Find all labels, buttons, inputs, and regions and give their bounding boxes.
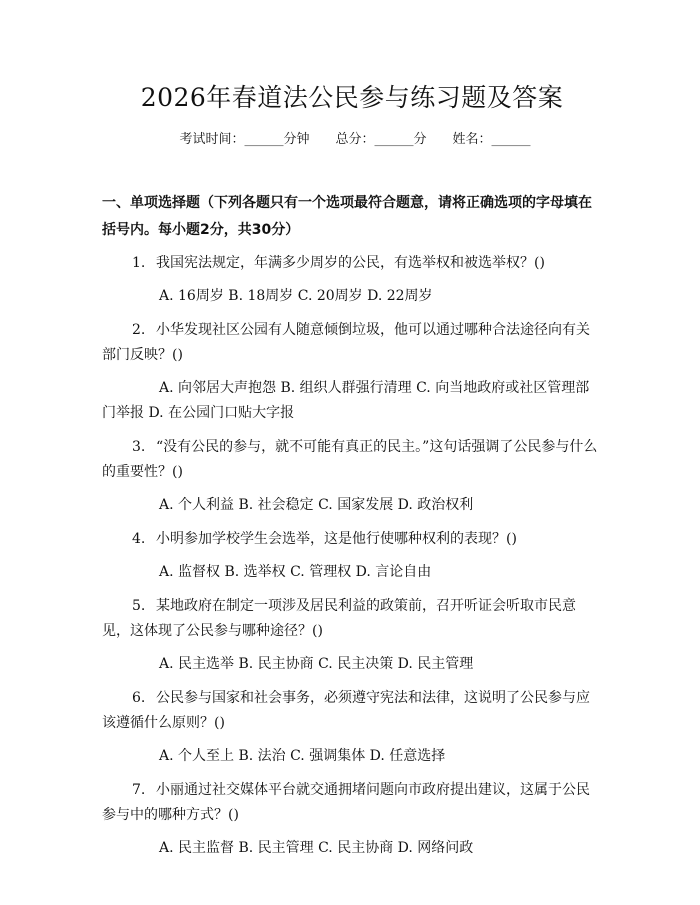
exam-meta: [102, 130, 602, 150]
question-3: [102, 435, 602, 485]
question-number: 6.: [132, 690, 146, 706]
question-2: [102, 318, 602, 368]
question-number: 4.: [132, 531, 146, 547]
question-text: 小华发现社区公园有人随意倾倒垃圾，他可以通过哪种合法途径向有关部门反映？(): [102, 322, 590, 363]
page-title: 2026年春道法公民参与练习题及答案: [140, 83, 564, 112]
question-list: [102, 251, 602, 861]
question-text: 公民参与国家和社会事务，必须遵守宪法和法律，这说明了公民参与应该遵循什么原则？(): [102, 690, 590, 731]
question-4-options: A. 监督权 B. 选举权 C. 管理权 D. 言论自由: [159, 564, 432, 580]
question-7-options: A. 民主监督 B. 民主管理 C. 民主协商 D. 网络问政: [159, 840, 474, 856]
question-3-options: A. 个人利益 B. 社会稳定 C. 国家发展 D. 政治权利: [159, 497, 474, 513]
question-text: 某地政府在制定一项涉及居民利益的政策前，召开听证会听取市民意见，这体现了公民参与哪种途径？(): [102, 598, 576, 639]
question-text: 我国宪法规定，年满多少周岁的公民，有选举权和被选举权？(): [156, 255, 545, 271]
question-number: 3.: [132, 439, 146, 455]
question-4: [102, 527, 602, 552]
question-6-options: A. 个人至上 B. 法治 C. 强调集体 D. 任意选择: [159, 748, 446, 764]
question-7: [102, 778, 602, 828]
student-name: 姓名：______: [452, 132, 531, 147]
question-number: 2.: [132, 322, 146, 338]
question-number: 7.: [132, 782, 146, 798]
question-2-options: A. 向邻居大声抱怨 B. 组织人群强行清理 C. 向当地政府或社区管理部门举报 D. 在公园门口贴大字报: [102, 380, 590, 421]
question-6: [102, 686, 602, 736]
question-5-options: A. 民主选举 B. 民主协商 C. 民主决策 D. 民主管理: [159, 656, 474, 672]
question-number: 1.: [132, 255, 146, 271]
question-1-options: A. 16周岁 B. 18周岁 C. 20周岁 D. 22周岁: [159, 288, 433, 304]
exam-time: 考试时间：______分钟: [179, 132, 310, 147]
question-text: “没有公民的参与，就不可能有真正的民主。”这句话强调了公民参与什么的重要性？(): [102, 439, 598, 480]
section-heading: 一、单项选择题（下列各题只有一个选项最符合题意，请将正确选项的字母填在括号内。每小题2分，共30分）: [102, 195, 592, 238]
question-5: [102, 594, 602, 644]
question-text: 小明参加学校学生会选举，这是他行使哪种权利的表现？(): [156, 531, 517, 547]
question-1: [102, 251, 602, 276]
question-text: 小丽通过社交媒体平台就交通拥堵问题向市政府提出建议，这属于公民参与中的哪种方式？(): [102, 782, 590, 823]
total-score: 总分：______分: [335, 132, 427, 147]
question-number: 5.: [132, 598, 146, 614]
